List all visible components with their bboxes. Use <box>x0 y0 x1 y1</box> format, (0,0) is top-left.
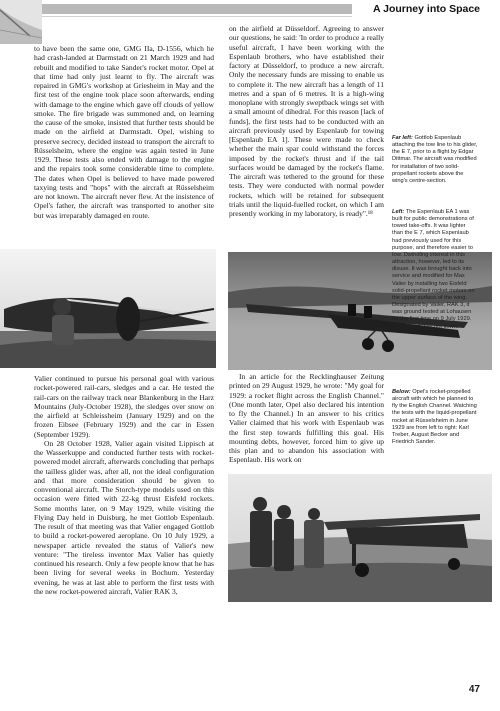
caption-far-left <box>392 135 478 185</box>
left-column-top-text <box>34 44 214 220</box>
photo-opel-rocket-aircraft <box>228 474 492 602</box>
paragraph: On 28 October 1928, Valier again visited Lippisch at the Wasserkuppe and conducted further tests with rocket-powered model aircraft, afterwards concluding that perhaps the tailless glider was, after all, not the ideal configuration and that more consideration should be given to conventional aircraft. The Storch-type models used on this occasion were fitted with 22-kg thrust Eisfeld rockets. Some months later, on 9 May 1929, while visiting the Flying Day held in Duisburg, he met Gottlob Espenlaub. The result of that meeting was that Valier engaged Gottlob to build a rocket-powered aeroplane. On 10 July 1929, a newspaper article revealed the status of Valier's new venture: "The tireless inventor Max Valier has quietly continued his research. Only a few people know that he has been living for several weeks in Bochum. Yesterday evening, he was at last able to perform the first tests with the new rocket-powered aircraft, Valier RAK 3, <box>34 438 215 596</box>
paragraph: Valier continued to pursue his personal goal with various rocket-powered rail-cars, sledges and a car. He tested the rail-cars on the railway track near Blankenburg in the Harz Mountains (July-October 1928), the sledges over snow on the airfield at Schleissheim (January 1929) and on the frozen Eibsee (February 1929) and the car in Essen (September 1929). <box>34 374 214 439</box>
middle-column-bottom-text <box>229 372 384 465</box>
paragraph: In an article for the Recklinghauser Zeitung printed on 29 August 1929, he wrote: "My goal for 1929: a rocket flight across the English Channel." (One month later, Opel also declared his intention to fly the Channel.) In an answer to his critics Valier claimed that his work with Espenlaub was the first step towards fulfilling this goal. His mounting debts, however, forced him to give up this plan and to abandon his association with Espenlaub. His work on <box>229 372 384 465</box>
caption-left <box>392 209 478 331</box>
photo-glider-towing <box>0 249 216 368</box>
header-rule <box>0 16 352 17</box>
caption-text: Gottlob Espenlaub attaching the tow line to his glider, the E 7, prior to a flight by Edgar Dittmar. The aircraft was modified for installation of two solid-propellant rockets above the wing's centre-section. <box>392 135 478 184</box>
caption-lead: Left: <box>392 209 405 215</box>
paragraph: to have been the same one, GMG IIa, D-1556, which he had crash-landed at Darmstadt on 21 March 1929 and had rebuilt and modified to take Sander's rocket motor. Opel at that time had only just learnt to fly. The aircraft was repaired in GMG's workshop at Griesheim in May and the first test of the engine took place soon afterwards, ending with damage to the engine which gave off clouds of yellow smoke. The fire brigade was summoned and, on learning the cause of the smoke, insisted that further tests should be made on the airfield at Darmstadt. Opel, wishing to preserve secrecy, decided instead to transport the aircraft to Rüsselsheim, where the engine was again tested in June 1929. These tests also ended with damage to the engine and the repairs took some considerable time to complete. The dates when Opel is believed to have made powered taxying tests and "hops" with the aircraft at Rüsselsheim are not known. The aircraft never flew. At the insistence of Opel's father, the aircraft was transported to another site but was irreparably damaged en route. <box>34 44 214 220</box>
middle-column-top-text <box>229 24 384 218</box>
paragraph: on the airfield at Düsseldorf. Agreeing to answer our questions, he said: 'In order to produce a really useful aircraft, I have been working with the Espenlaub brothers, who have established their factory at Düsseldorf, to produce a new aircraft. Only the necessary funds are missing to enable us to complete it. The new aircraft has a length of 11 metres and a span of 6 metres. It is a high-wing monoplane with strongly sweptback wings set with a small amount of dihedral. For this reason [lack of funds], the first tests had to be conducted with an aircraft previously used by Espenlaub for towing [Espenlaub EA 1]. These were made to check whether the main spar could withstand the forces imposed by the rocket's thrust and if the tail surfaces would be damaged by the rocket's flame. The aircraft was tethered to the ground for these tests. They were conducted with normal powder rockets, which will be retained for subsequent trials until the liquid-fuelled rocket, on which I am presently working in my laboratory, is ready".¹⁸ <box>229 24 384 218</box>
running-title: A Journey into Space <box>373 3 480 15</box>
caption-below <box>392 389 478 446</box>
caption-lead: Far left: <box>392 135 413 141</box>
caption-text: The Espenlaub EA 1 was built for public demonstrations of towed take-offs. It was lighter than the E 7, which Espenlaub had previously used for this purpose, and therefore easier to tow. Dwindling interest in this attraction, however, led to its disuse. It was brought back into service and modified for Max Valier by installing two Eisfeld solid-propellant rocket motors on the upper surface of the wing. Designated by Valier, RAK 3, it was ground tested at Lohausen for the first time on 9 July 1929. The aircraft was not flown. <box>392 209 475 330</box>
header-bar <box>0 4 352 14</box>
page-number: 47 <box>468 684 480 695</box>
caption-text: Opel's rocket-propelled aircraft with which he planned to fly the English Channel. Watching the tests with the liquid-propellant rocket at Rüsselsheim in June 1929 are from left to right: Karl Treber, August Becker and Friedrich Sander. <box>392 389 477 446</box>
photo-glider-tow-line <box>0 0 42 44</box>
left-column-bottom-text <box>34 374 214 596</box>
caption-lead: Below: <box>392 389 411 395</box>
